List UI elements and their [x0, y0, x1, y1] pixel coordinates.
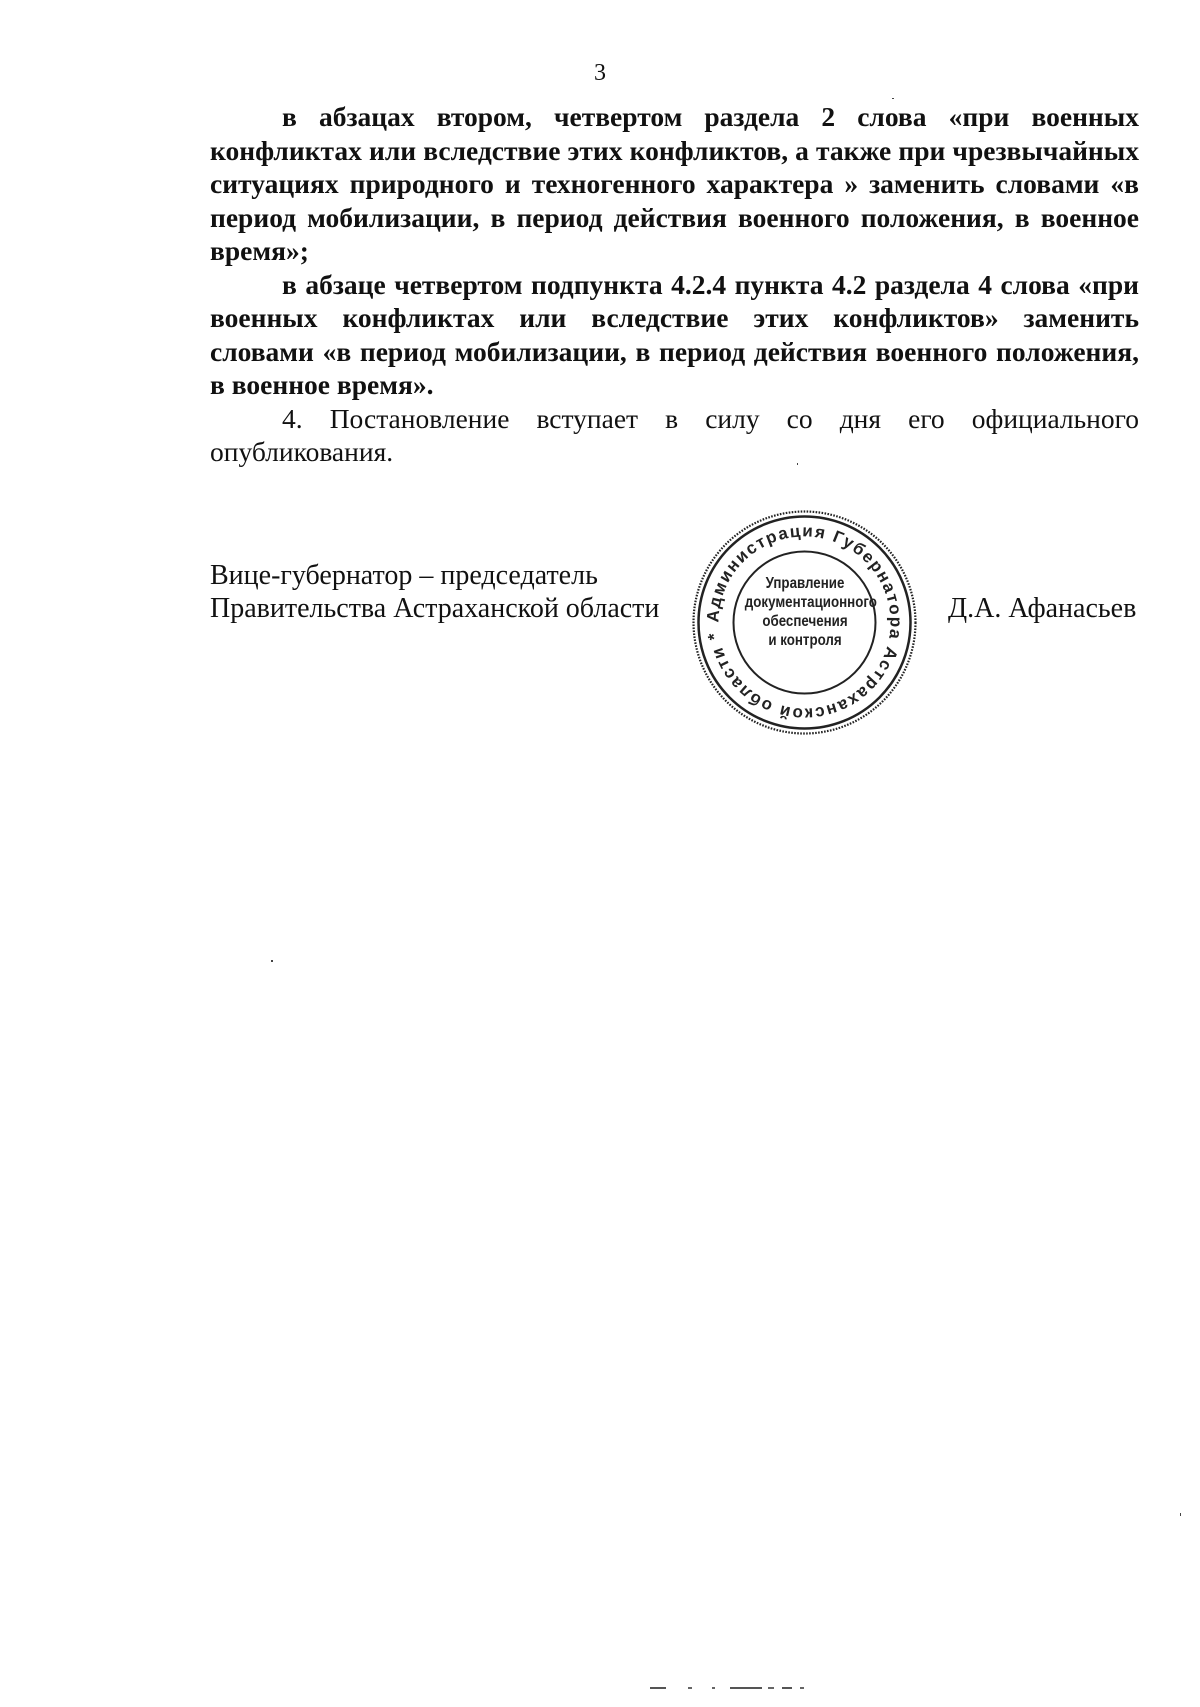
- scan-footer-noise: [650, 1686, 850, 1690]
- stamp-center-line-1: Управление: [765, 575, 845, 592]
- scan-speck: [892, 98, 894, 99]
- scan-speck: [1180, 1513, 1181, 1516]
- paragraph-amendment-section-2: в абзацах втором, четвертом раздела 2 слова «при военных конфликтах или вследствие этих конфликтов, а также при чрезвычайных ситуациях природного и техногенного характера » заменить словами «в период мобилизации, в период действия военного положения, в военное время»;: [210, 101, 1139, 266]
- document-body: [210, 100, 1139, 469]
- signatory-name: Д.А. Афанасьев: [948, 593, 1137, 624]
- paragraph-entry-into-force: 4. Постановление вступает в силу со дня его официального опубликования.: [210, 402, 1139, 467]
- stamp-center-line-2: документационного: [744, 594, 877, 611]
- stamp-ring-text: Администрация Губернатора Астраханской области *: [703, 521, 906, 724]
- stamp-center-line-4: и контроля: [768, 632, 842, 649]
- scan-speck: [797, 463, 798, 465]
- stamp-center-line-3: обеспечения: [762, 613, 848, 630]
- paragraph-amendment-subclause-4-2-4: в абзаце четвертом подпункта 4.2.4 пункта 4.2 раздела 4 слова «при военных конфликтах или вследствие этих конфликтов» заменить словами «в период мобилизации, в период действия военного положения, в военное время».: [210, 268, 1139, 400]
- stamp-center-text: [744, 574, 877, 650]
- scan-speck: [271, 960, 273, 962]
- signatory-title-line-1: Вице-губернатор – председатель: [210, 560, 598, 591]
- official-stamp: [691, 509, 918, 736]
- page-number: 3: [594, 60, 606, 86]
- signatory-title: [210, 559, 659, 625]
- signatory-title-line-2: Правительства Астраханской области: [210, 593, 660, 624]
